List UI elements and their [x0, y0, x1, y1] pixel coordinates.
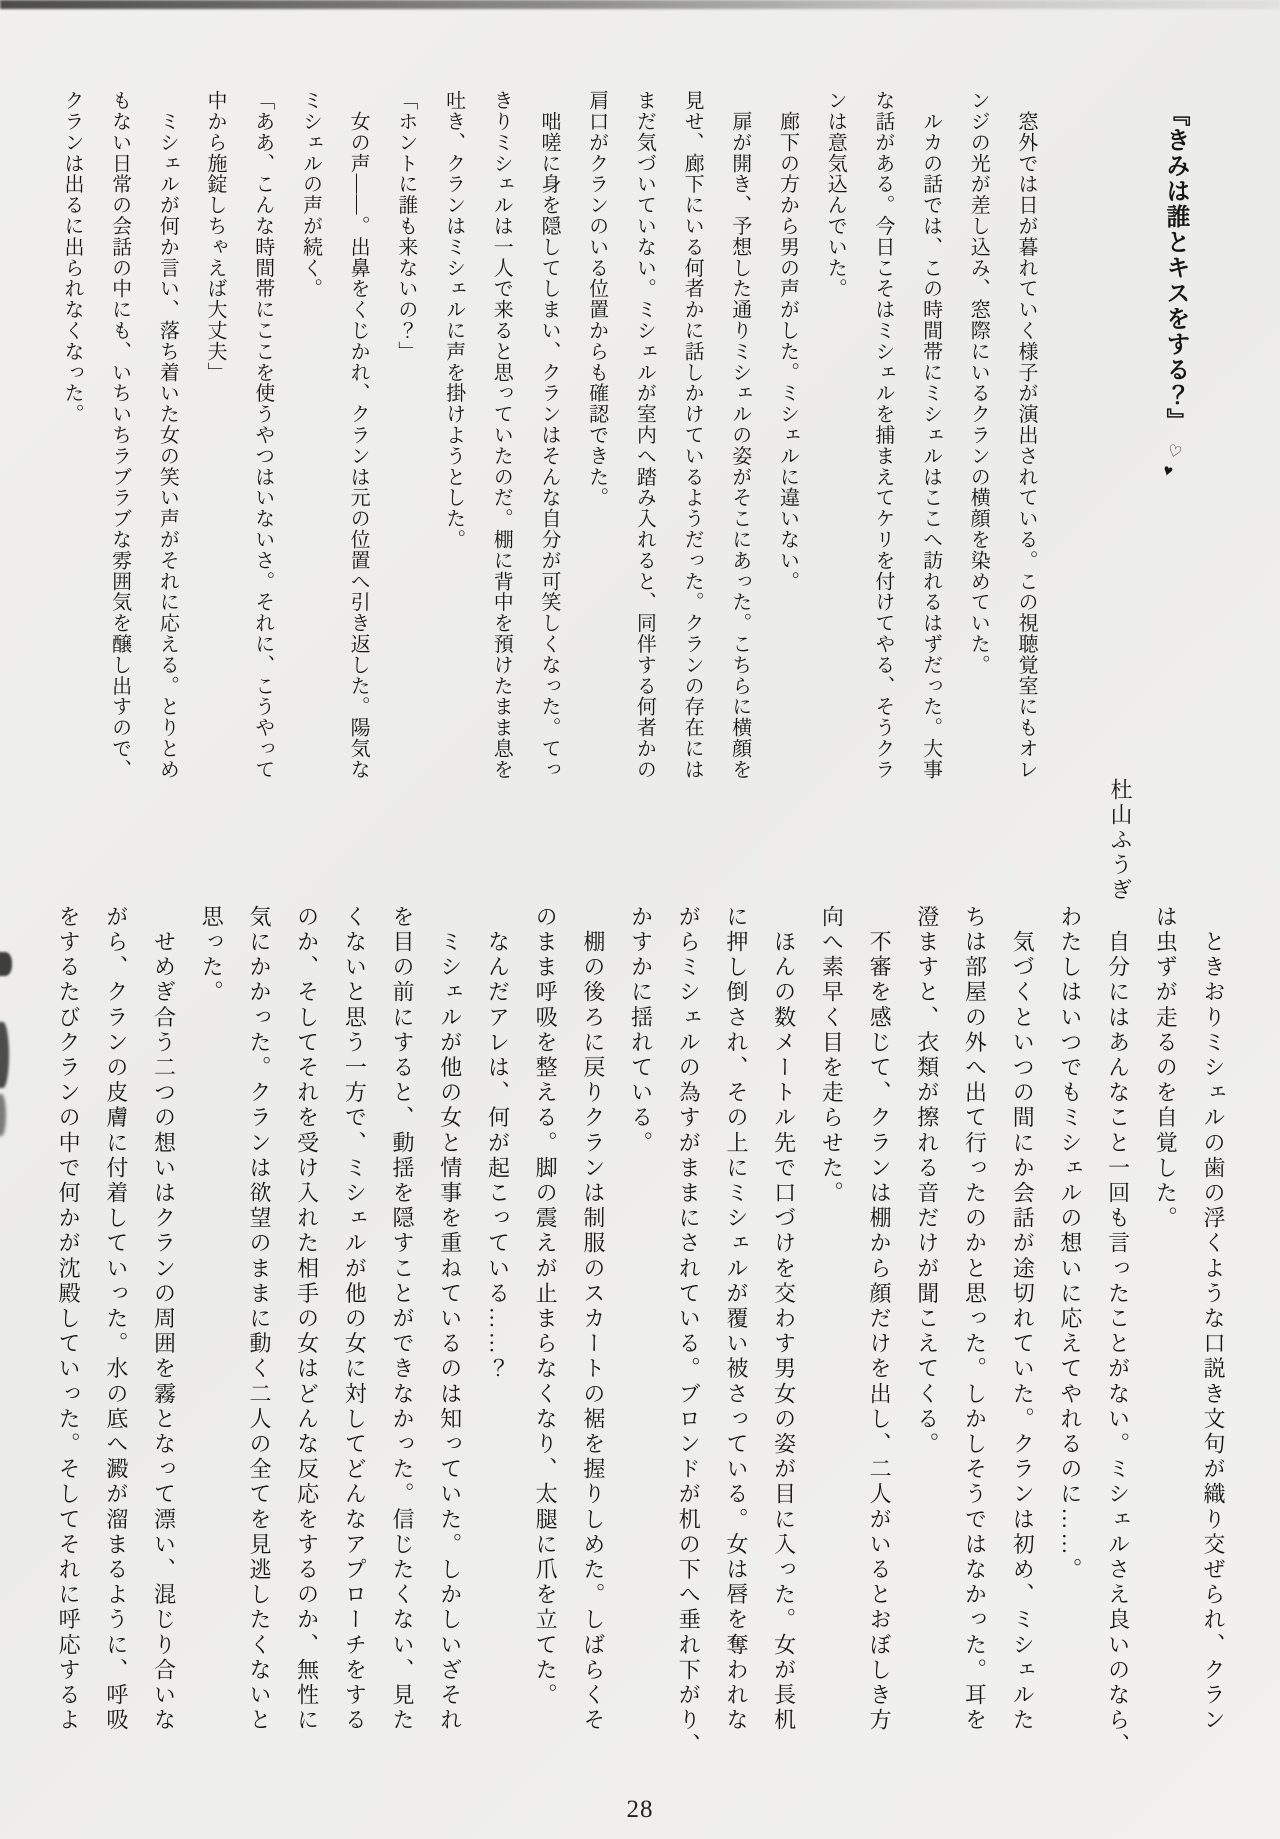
page-number: 28: [626, 1796, 654, 1823]
text-line: まだ気づいていない。ミシェルが室内へ踏み入れると、同伴する何者かの: [633, 90, 656, 780]
text-line: 不審を感じて、クランは棚から顔だけを出し、二人がいるとおぼしき方: [867, 905, 893, 1734]
text-line: きりミシェルは一人で来ると思っていたのだ。棚に背中を預けたまま息を: [490, 90, 513, 780]
text-line: がら、クランの皮膚に付着していった。水の底へ澱が溜まるように、呼吸: [103, 905, 129, 1734]
text-line: は虫ずが走るのを自覚した。: [1153, 905, 1179, 1232]
text-line: 澄ますと、衣類が擦れる音だけが聞こえてくる。: [914, 905, 940, 1458]
author-name: 杜山ふうぎ: [1108, 778, 1133, 903]
text-line: に押し倒され、その上にミシェルが覆い被さっている。女は唇を奪われな: [723, 905, 749, 1734]
text-line: ルカの話では、この時間帯にミシェルはここへ訪れるはずだった。大事: [919, 90, 942, 780]
text-line: をするたびクランの中で何かが沈殿していった。そしてそれに呼応するよ: [56, 905, 82, 1734]
text-line: を目の前にすると、動揺を隠すことができなかった。信じたくない、見た: [390, 905, 416, 1734]
text-line: ミシェルが他の女と情事を重ねているのは知っていた。しかしいざそれ: [437, 905, 463, 1734]
text-block-upper: [47, 90, 1049, 790]
text-line: がらミシェルの為すがままにされている。ブロンドが机の下へ垂れ下がり、: [676, 905, 702, 1759]
story-title-text: 『きみは誰とキスをする？』: [1162, 102, 1188, 434]
text-line: な話がある。今日こそはミシェルを捕まえてケリを付けてやる、そうクラ: [871, 90, 894, 780]
text-line: わたしはいつでもミシェルの想いに応えてやれるのに……。: [1057, 905, 1083, 1583]
text-line: 女の声――。出鼻をくじかれ、クランは元の位置へ引き返した。陽気な: [347, 90, 370, 780]
text-line: ちは部屋の外へ出て行ったのかと思った。しかしそうではなかった。耳を: [962, 905, 988, 1734]
text-line: ミシェルが何か言い、落ち着いた女の笑い声がそれに応える。とりとめ: [156, 90, 179, 780]
text-line: ほんの数メートル先で口づけを交わす男女の姿が目に入った。女が長机: [771, 905, 797, 1734]
text-line: 「ホントに誰も来ないの？」: [394, 90, 417, 362]
text-line: かすかに揺れている。: [628, 905, 654, 1156]
text-line: なんだアレは、何が起こっている……？: [485, 905, 511, 1382]
text-line: 思った。: [199, 905, 225, 1006]
text-line: 咄嗟に身を隠してしまい、クランはそんな自分が可笑しくなった。てっ: [537, 90, 560, 780]
scan-artifact-left-smudge: [0, 1022, 9, 1088]
scan-artifact-left-smudge: [0, 952, 12, 976]
text-line: 棚の後ろに戻りクランは制服のスカートの裾を握りしめた。しばらくそ: [580, 905, 606, 1734]
story-title: [1156, 102, 1190, 485]
text-line: くないと思う一方で、ミシェルが他の女に対してどんなアプローチをする: [342, 905, 368, 1734]
text-line: 気づくといつの間にか会話が途切れていた。クランは初め、ミシェルた: [1010, 905, 1036, 1734]
scan-artifact-top-edge: [0, 0, 1280, 9]
text-line: 吐き、クランはミシェルに声を掛けようとした。: [442, 90, 465, 550]
text-line: 自分にはあんなこと一回も言ったことがない。ミシェルさえ良いのなら、: [1105, 905, 1131, 1759]
text-line: ンジの光が差し込み、窓際にいるクランの横顔を染めていた。: [967, 90, 990, 676]
text-line: 「ああ、こんな時間帯にここを使うやつはいないさ。それに、こうやって: [251, 90, 274, 780]
text-line: 気にかかった。クランは欲望のままに動く二人の全てを見逃したくないと: [246, 905, 272, 1734]
heart-icon: ♡♥: [1156, 439, 1185, 485]
text-line: 中から施錠しちゃえば大丈夫」: [204, 90, 227, 383]
text-line: 肩口がクランのいる位置からも確認できた。: [585, 90, 608, 508]
text-line: ときおりミシェルの歯の浮くような口説き文句が織り交ぜられ、クラン: [1201, 905, 1226, 1734]
text-line: ンは意気込んでいた。: [824, 90, 847, 299]
text-line: ミシェルの声が続く。: [299, 90, 322, 299]
text-line: せめぎ合う二つの想いはクランの周囲を霧となって漂い、混じり合いな: [151, 905, 177, 1734]
text-block-lower: [44, 905, 1237, 1790]
text-line: クランは出るに出られなくなった。: [60, 90, 83, 425]
text-line: 扉が開き、予想した通りミシェルの姿がそこにあった。こちらに横顔を: [728, 90, 751, 780]
text-line: のまま呼吸を整える。脚の震えが止まらなくなり、太腿に爪を立てた。: [533, 905, 559, 1709]
scan-artifact-left-smudge: [0, 1094, 6, 1136]
text-line: 向へ素早く目を走らせた。: [819, 905, 845, 1207]
text-line: 廊下の方から男の声がした。ミシェルに違いない。: [776, 90, 799, 592]
text-line: もない日常の会話の中にも、いちいちラブラブな雰囲気を醸し出すので、: [108, 90, 131, 780]
text-line: 窓外では日が暮れていく様子が演出されている。この視聴覚室にもオレ: [1015, 90, 1037, 780]
text-line: のか、そしてそれを受け入れた相手の女はどんな反応をするのか、無性に: [294, 905, 320, 1734]
text-line: 見せ、廊下にいる何者かに話しかけているようだった。クランの存在には: [681, 90, 704, 780]
